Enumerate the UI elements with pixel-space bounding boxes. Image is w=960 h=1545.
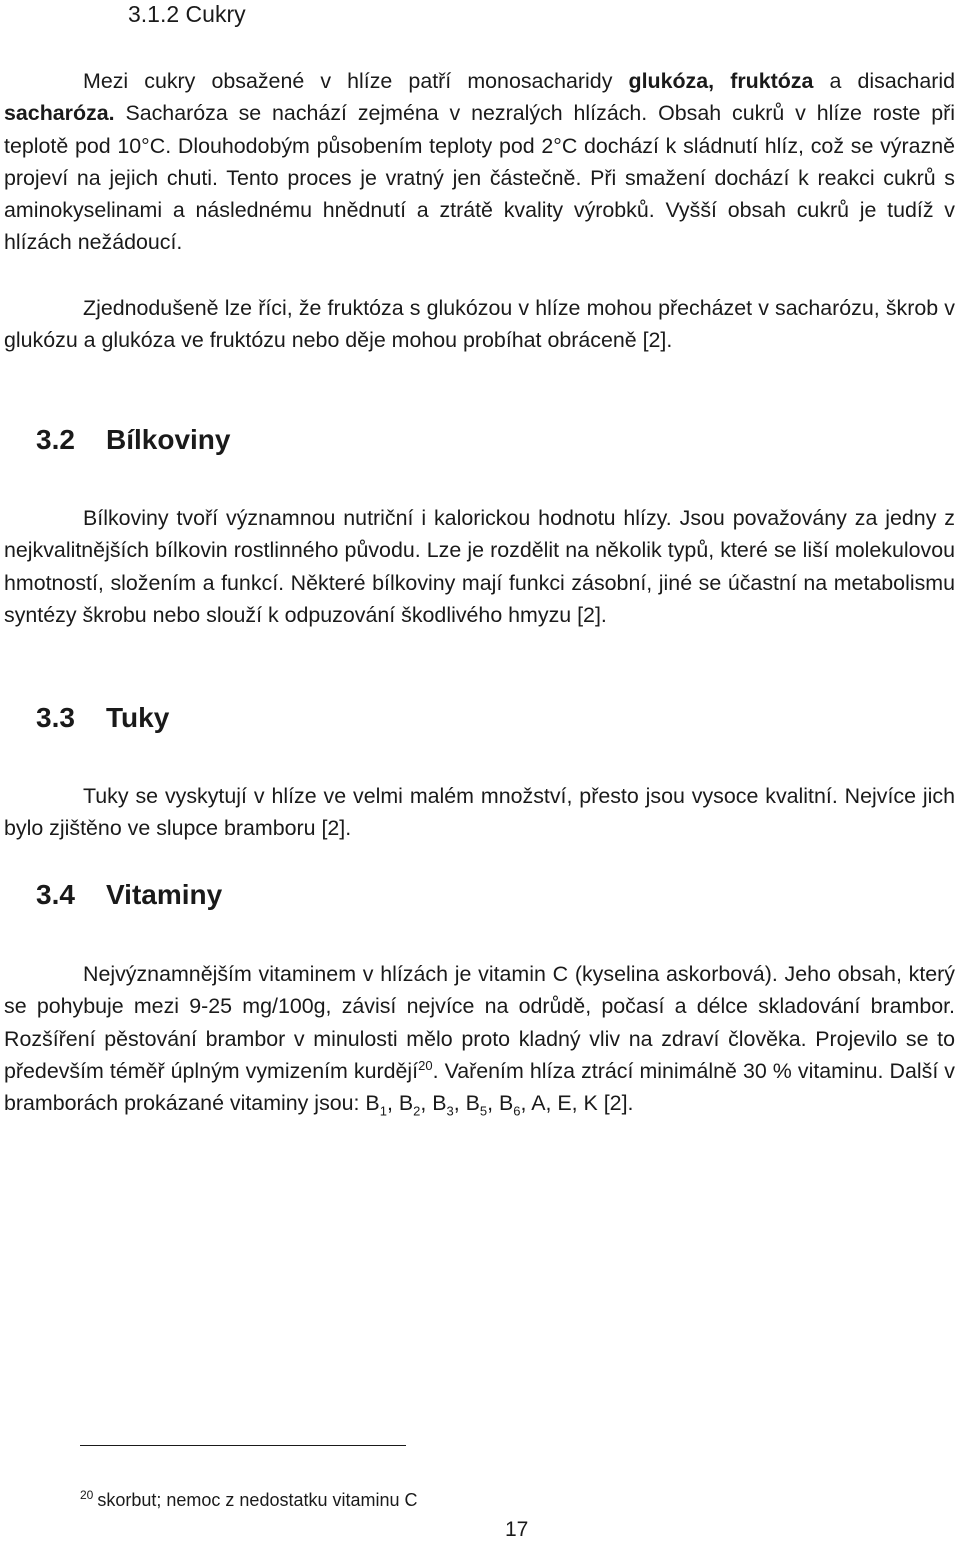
text-run: Sacharóza se nachází zejména v nezralých hlízách. Obsah cukrů v hlíze roste při teplotě pod 10°C. Dlouhodobým působením teploty pod 2°C dochází k sládnutí hlíz, což se výrazně projeví na jejich chuti. Tento proces je vratný jen částečně. Při smažení dochází k reakci cukrů s aminokyselinami a následnému hnědnutí a ztrátě kvality výrobků. Vyšší obsah cukrů je tudíž v hlízách nežádoucí. (4, 101, 955, 255)
text-run: . Vařením hlíza ztrácí minimálně 30 % vitaminu. Další v bramborách prokázané vitaminy jsou: B (4, 1058, 955, 1116)
subscript: 1 (379, 1103, 387, 1119)
footnote-text: skorbut; nemoc z nedostatku vitaminu C (97, 1490, 418, 1510)
paragraph-cukry-2 (4, 292, 955, 357)
paragraph-text: Tuky se vyskytují v hlíze ve velmi malém množství, přesto jsou vysoce kvalitní. Nejvíce jich bylo zjištěno ve slupce bramboru [2]. (4, 784, 955, 841)
rich-text (4, 962, 955, 1119)
footnote-mark: 20 (80, 1488, 94, 1502)
bold-term: glukóza, fruktóza (628, 69, 814, 93)
paragraph-vitaminy (4, 958, 955, 1119)
subscript: 6 (513, 1103, 521, 1119)
subscript: 5 (479, 1103, 488, 1119)
paragraph-cukry-1 (4, 65, 955, 259)
paragraph-bilkoviny (4, 502, 955, 631)
footnote (80, 1486, 418, 1514)
subscript: 3 (446, 1103, 454, 1119)
text-run: , B (453, 1091, 480, 1116)
paragraph-tuky (4, 780, 955, 845)
page-number: 17 (505, 1518, 529, 1541)
paragraph-text: Zjednodušeně lze říci, že fruktóza s glukózou v hlíze mohou přecházet v sacharózu, škrob v glukózu a glukóza ve fruktózu nebo děje mohou probíhat obráceně [2]. (4, 296, 955, 353)
footnote-separator (80, 1445, 406, 1446)
rich-text (4, 69, 955, 254)
section-number: 3.3 (36, 702, 75, 733)
bold-term: sacharóza. (4, 101, 115, 126)
section-number: 3.4 (36, 879, 75, 910)
section-title: Tuky (106, 702, 170, 733)
footnote-ref: 20 (418, 1057, 433, 1073)
text-run: , B (386, 1091, 414, 1116)
text-run: , B (487, 1091, 514, 1116)
section-heading-vitaminy (36, 877, 222, 913)
text-run: , B (420, 1091, 447, 1116)
text-run: , A, E, K [2]. (520, 1091, 634, 1116)
subsection-title-cukry: 3.1.2 Cukry (128, 1, 246, 27)
section-number: 3.2 (36, 424, 75, 455)
paragraph-text: Bílkoviny tvoří významnou nutriční i kalorickou hodnotu hlízy. Jsou považovány za jedny z nejkvalitnějších bílkovin rostlinného původu. Lze je rozdělit na několik typů, které se liší molekulovou hmotností, složením a funkcí. Některé bílkoviny mají funkci zásobní, jiné se účastní na metabolismu syntézy škrobu nebo slouží k odpuzování škodlivého hmyzu [2]. (4, 506, 955, 627)
text-run: Mezi cukry obsažené v hlíze patří monosacharidy (83, 69, 629, 93)
subscript: 2 (413, 1103, 421, 1119)
text-run: Nejvýznamnějším vitaminem v hlízách je vitamin C (kyselina askorbová). Jeho obsah, který se pohybuje mezi 9-25 mg/100g, závisí nejvíce na odrůdě, počasí a délce skladování brambor. Rozšíření pěstování brambor v minulosti mělo proto kladný vliv na zdraví člověka. Projevilo se to především téměř úplným vymizením kurdějí (4, 962, 955, 1083)
section-heading-bilkoviny (36, 422, 230, 458)
section-title: Vitaminy (106, 879, 223, 910)
section-heading-tuky (36, 700, 169, 736)
text-run: a disacharid (813, 69, 955, 93)
section-title: Bílkoviny (106, 424, 231, 455)
